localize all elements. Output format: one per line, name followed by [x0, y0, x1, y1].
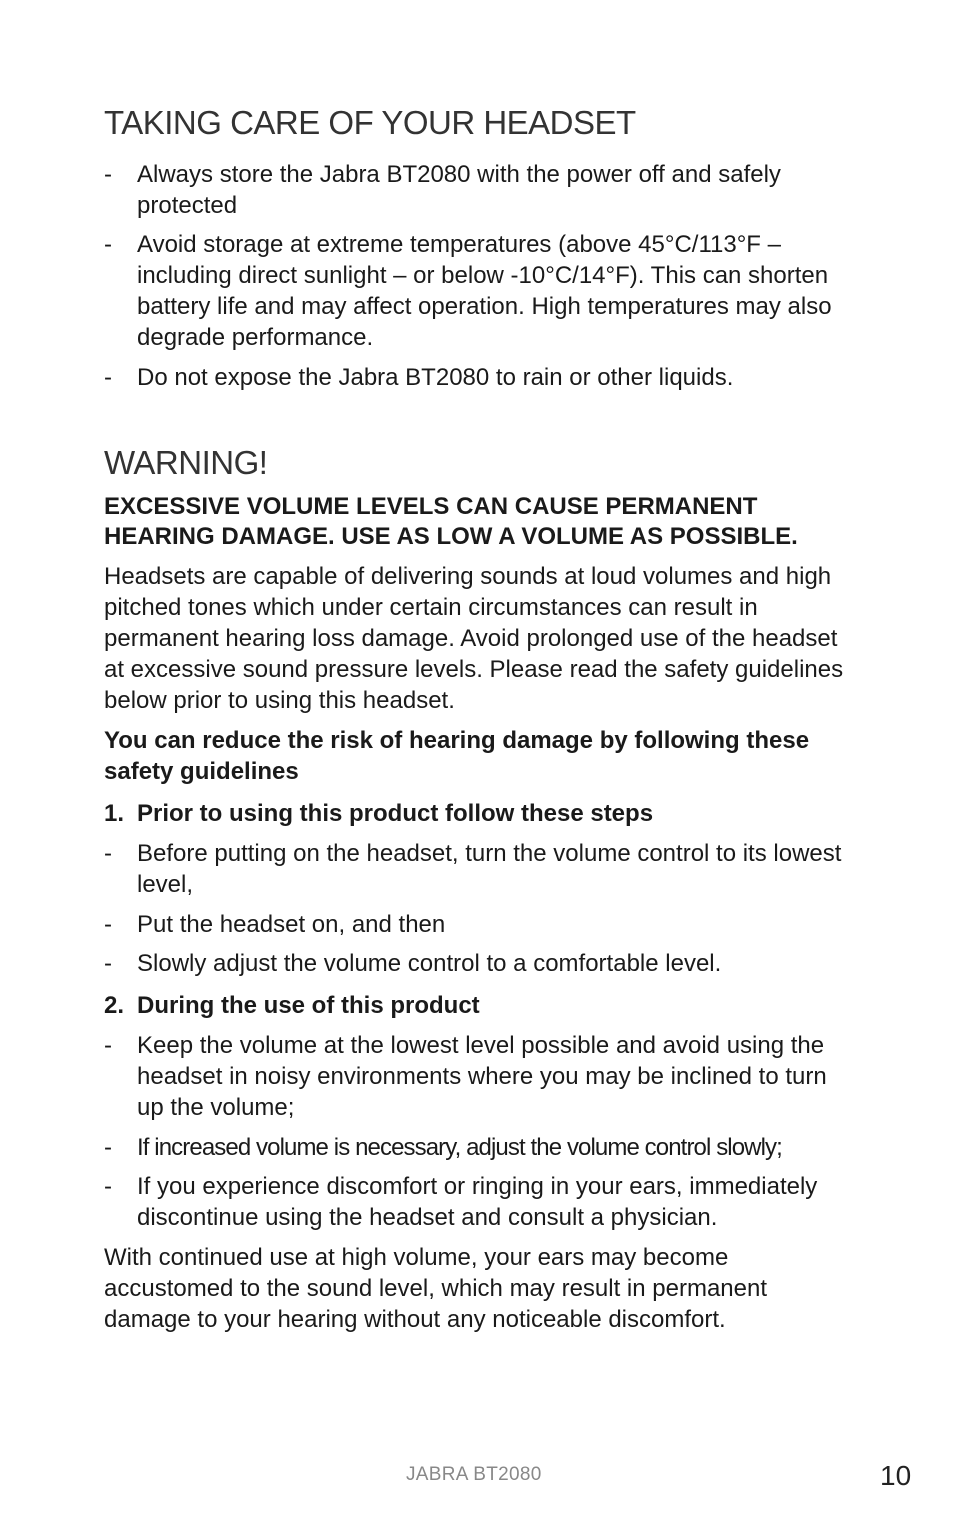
care-section-title: TAKING CARE OF YOUR HEADSET [104, 104, 636, 141]
bullet-dash: - [104, 1134, 112, 1161]
warning-intro: Headsets are capable of delivering sounds at loud volumes and high pitched tones which under certain circumstances can result in permanent hearing loss damage. Avoid prolonged use of the headset at excessive sound pressure levels. Please read the safety guidelines below prior to using this headset. [104, 563, 844, 714]
warning-title: WARNING! [104, 444, 268, 481]
bullet-dash: - [104, 840, 112, 867]
step-number: 1. [104, 800, 125, 827]
footer-product-name: JABRA BT2080 [406, 1464, 542, 1485]
bullet-dash: - [104, 231, 112, 258]
bullet-text: If increased volume is necessary, adjust the volume control slowly; [137, 1134, 782, 1161]
warning-closing: With continued use at high volume, your ears may become accustomed to the sound level, which may result in permanent damage to your hearing without any noticeable discomfort. [104, 1244, 768, 1333]
bullet-text: Always store the Jabra BT2080 with the power off and safely protected [137, 161, 781, 219]
warning-notice: EXCESSIVE VOLUME LEVELS CAN CAUSE PERMANENT HEARING DAMAGE. USE AS LOW A VOLUME AS POSSIBLE. [104, 493, 798, 550]
page-number: 10 [880, 1460, 912, 1491]
step-2-bullet [104, 1030, 854, 1123]
care-bullet [104, 159, 854, 221]
care-bullet [104, 362, 854, 393]
bullet-text: Avoid storage at extreme temperatures (above 45°C/113°F – including direct sunlight – or below -10°C/14°F). This can shorten battery life and may affect operation. High temperatures may also degrade performance. [137, 231, 832, 351]
bullet-dash: - [104, 161, 112, 188]
bullet-text: Keep the volume at the lowest level possible and avoid using the headset in noisy environments where you may be inclined to turn up the volume; [137, 1032, 827, 1121]
bullet-text: Before putting on the headset, turn the volume control to its lowest level, [137, 840, 842, 898]
bullet-text: Slowly adjust the volume control to a comfortable level. [137, 950, 722, 977]
bullet-text: Do not expose the Jabra BT2080 to rain or other liquids. [137, 364, 734, 391]
bullet-dash: - [104, 1032, 112, 1059]
step-heading-text: During the use of this product [137, 992, 480, 1019]
step-number: 2. [104, 992, 125, 1019]
bullet-dash: - [104, 364, 112, 391]
care-bullet [104, 229, 854, 353]
bullet-dash: - [104, 911, 112, 938]
bullet-dash: - [104, 950, 112, 977]
step-2-bullet [104, 1171, 854, 1233]
bullet-text: Put the headset on, and then [137, 911, 446, 938]
step-1-bullet [104, 838, 854, 900]
bullet-dash: - [104, 1173, 112, 1200]
step-heading-text: Prior to using this product follow these steps [137, 800, 654, 827]
bullet-text: If you experience discomfort or ringing in your ears, immediately discontinue using the headset and consult a physician. [137, 1173, 818, 1231]
guidelines-heading: You can reduce the risk of hearing damage by following these safety guidelines [104, 727, 810, 785]
